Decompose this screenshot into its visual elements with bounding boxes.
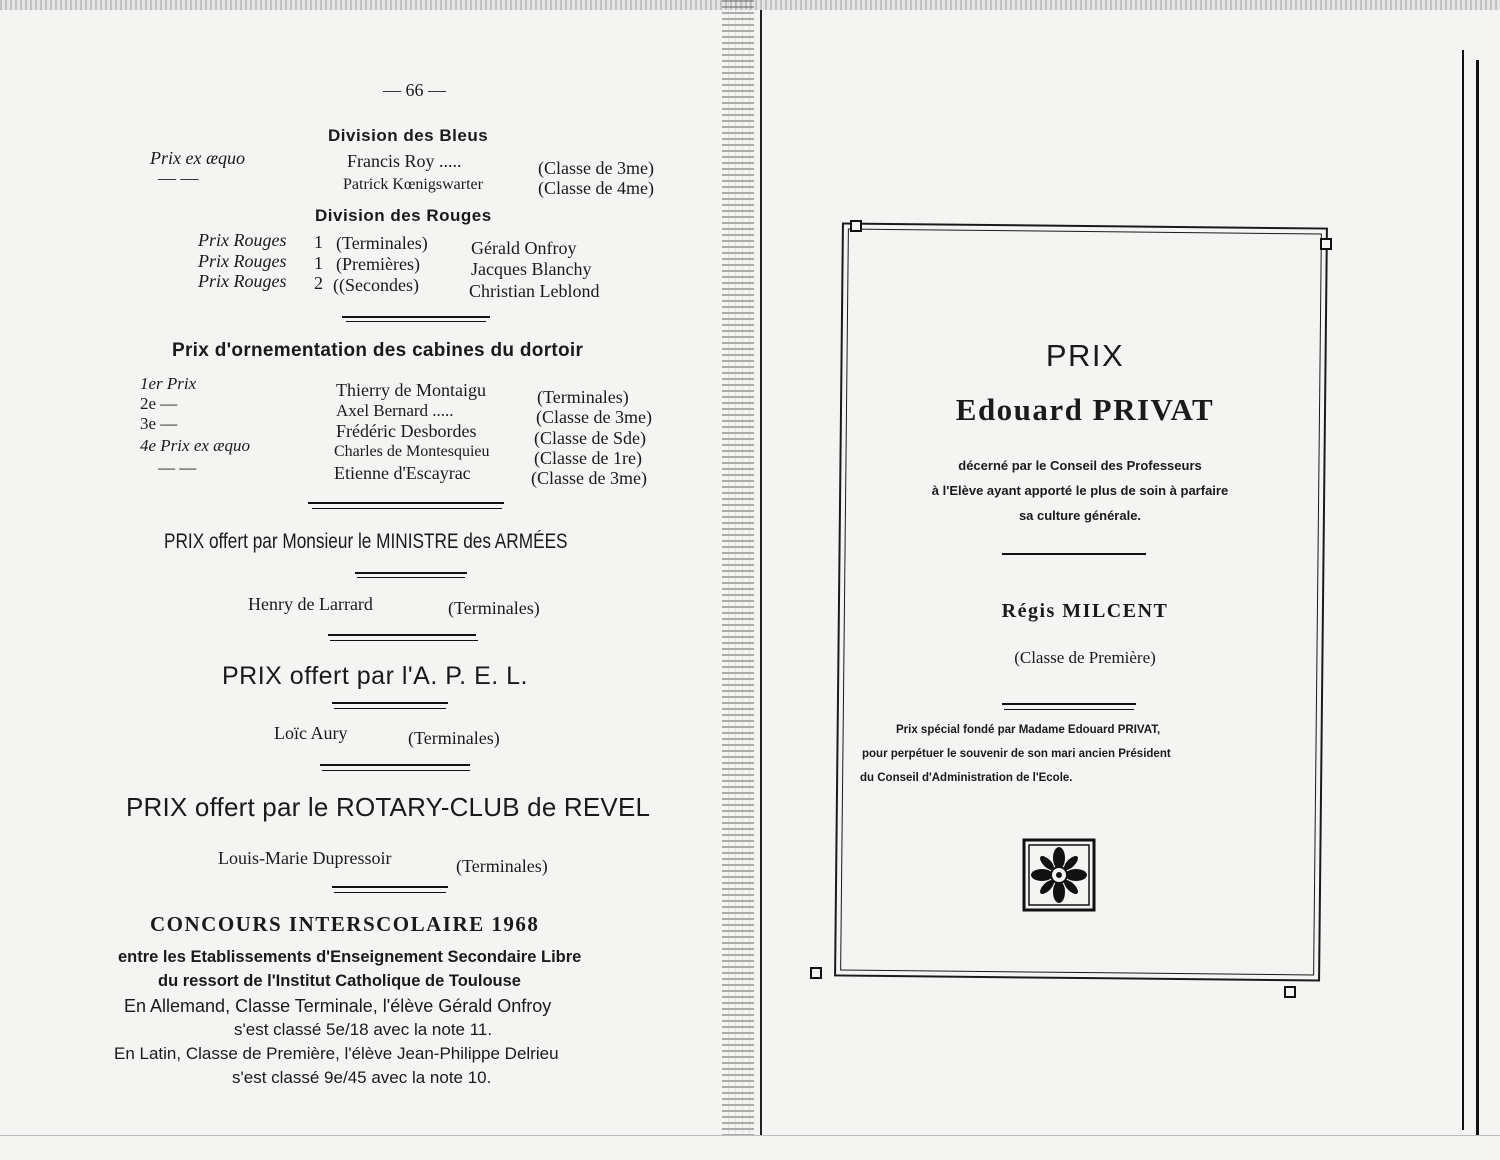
prize-name: Edouard PRIVAT <box>955 392 1215 427</box>
section-heading-apel: PRIX offert par l'A. P. E. L. <box>222 662 528 690</box>
prize-note: Prix spécial fondé par Madame Edouard PRIVAT, <box>896 724 1161 736</box>
page-edge <box>1476 60 1479 1135</box>
winner-name: Thierry de Montaigu <box>336 380 486 400</box>
separator-rule <box>1004 709 1134 710</box>
prize-title: PRIX <box>1045 338 1125 373</box>
winner-name: Axel Bernard ..... <box>336 401 454 420</box>
winner-class: ((Secondes) <box>333 275 419 295</box>
rosette-ornament <box>1022 838 1096 912</box>
prize-rank: 3e — <box>140 414 178 433</box>
prize-label: Prix Rouges <box>198 251 287 271</box>
winner-class: (Classe de 3me) <box>536 407 652 427</box>
winner-class: (Classe de 1re) <box>534 448 642 468</box>
section-heading-ornementation: Prix d'ornementation des cabines du dortoir <box>172 340 584 361</box>
prize-label: Prix Rouges <box>198 230 287 250</box>
concours-line: En Latin, Classe de Première, l'élève Jean-Philippe Delrieu <box>114 1044 559 1063</box>
separator-rule <box>312 508 502 509</box>
winner-name: Christian Leblond <box>469 281 600 301</box>
prize-number: 2 <box>314 273 323 293</box>
separator-rule <box>334 892 446 893</box>
prize-description: à l'Elève ayant apporté le plus de soin à parfaire <box>931 483 1229 498</box>
section-heading-ministre: PRIX offert par Monsieur le MINISTRE des ARMÉES <box>164 530 568 553</box>
winner-class: (Terminales) <box>336 233 428 253</box>
prize-rank: 2e — <box>140 394 178 413</box>
separator-rule <box>320 764 470 766</box>
winner-class: (Terminales) <box>408 728 500 748</box>
left-page <box>100 0 720 1135</box>
separator-rule <box>355 572 467 574</box>
winner-name: Charles de Montesquieu <box>334 443 490 460</box>
winner-class: (Classe de Sde) <box>534 428 646 448</box>
prize-rank: — — <box>158 458 197 477</box>
winner-name: Etienne d'Escayrac <box>334 463 471 483</box>
separator-rule <box>322 770 470 771</box>
prize-description: sa culture générale. <box>1018 508 1142 523</box>
prize-rank: 4e Prix ex æquo <box>140 436 250 455</box>
winner-class: (Classe de 3me) <box>531 468 647 488</box>
winner-class: (Terminales) <box>448 598 540 618</box>
scan-edge <box>0 1135 1500 1136</box>
page-fold <box>760 10 762 1135</box>
prize-label: — — <box>158 168 199 188</box>
winner-name: Régis MILCENT <box>1001 600 1169 622</box>
winner-class: (Terminales) <box>456 856 548 876</box>
separator-rule <box>330 640 478 641</box>
separator-rule <box>332 886 448 888</box>
winner-name: Jacques Blanchy <box>471 259 592 279</box>
prize-note: du Conseil d'Administration de l'Ecole. <box>860 772 1073 784</box>
section-heading-concours: CONCOURS INTERSCOLAIRE 1968 <box>150 912 540 936</box>
separator-rule <box>1002 553 1146 555</box>
winner-name: Patrick Kœnigswarter <box>343 176 483 193</box>
winner-name: Francis Roy ..... <box>347 151 462 171</box>
page-number: — 66 — <box>383 80 446 100</box>
winner-name: Loïc Aury <box>274 723 348 743</box>
winner-class: (Terminales) <box>537 387 629 407</box>
concours-line: s'est classé 9e/45 avec la note 10. <box>232 1068 492 1087</box>
prize-label: Prix ex æquo <box>150 148 245 168</box>
winner-name: Frédéric Desbordes <box>336 421 477 441</box>
prize-note: pour perpétuer le souvenir de son mari ancien Président <box>862 748 1171 760</box>
concours-line: du ressort de l'Institut Catholique de Toulouse <box>158 972 521 990</box>
winner-name: Gérald Onfroy <box>471 238 577 258</box>
frame-corner <box>1284 986 1296 998</box>
section-heading-rouges: Division des Rouges <box>315 206 492 225</box>
separator-rule <box>357 577 465 578</box>
winner-name: Louis-Marie Dupressoir <box>218 848 392 868</box>
separator-rule <box>308 502 504 504</box>
winner-class: (Classe de Première) <box>1014 648 1156 667</box>
separator-rule <box>342 316 490 318</box>
separator-rule <box>328 634 476 636</box>
concours-line: entre les Etablissements d'Enseignement Secondaire Libre <box>118 948 582 966</box>
separator-rule <box>1002 703 1136 705</box>
prize-number: 1 <box>314 253 323 273</box>
section-heading-rotary: PRIX offert par le ROTARY-CLUB de REVEL <box>126 792 651 822</box>
prize-label: Prix Rouges <box>198 271 287 291</box>
prize-number: 1 <box>314 232 323 252</box>
separator-rule <box>334 708 446 709</box>
winner-class: (Classe de 4me) <box>538 178 654 198</box>
frame-corner <box>850 220 862 232</box>
section-heading-bleus: Division des Bleus <box>328 126 489 145</box>
separator-rule <box>332 702 448 704</box>
frame-corner <box>1320 238 1332 250</box>
concours-line: s'est classé 5e/18 avec la note 11. <box>234 1020 493 1039</box>
concours-line: En Allemand, Classe Terminale, l'élève Gérald Onfroy <box>124 996 552 1016</box>
winner-name: Henry de Larrard <box>248 594 373 614</box>
separator-rule <box>346 321 486 322</box>
prize-description: décerné par le Conseil des Professeurs <box>958 458 1202 473</box>
page-edge <box>1462 50 1464 1130</box>
winner-class: (Classe de 3me) <box>538 158 654 178</box>
frame-corner <box>810 967 822 979</box>
prize-rank: 1er Prix <box>140 374 197 393</box>
book-gutter <box>722 0 754 1135</box>
winner-class: (Premières) <box>336 254 420 274</box>
